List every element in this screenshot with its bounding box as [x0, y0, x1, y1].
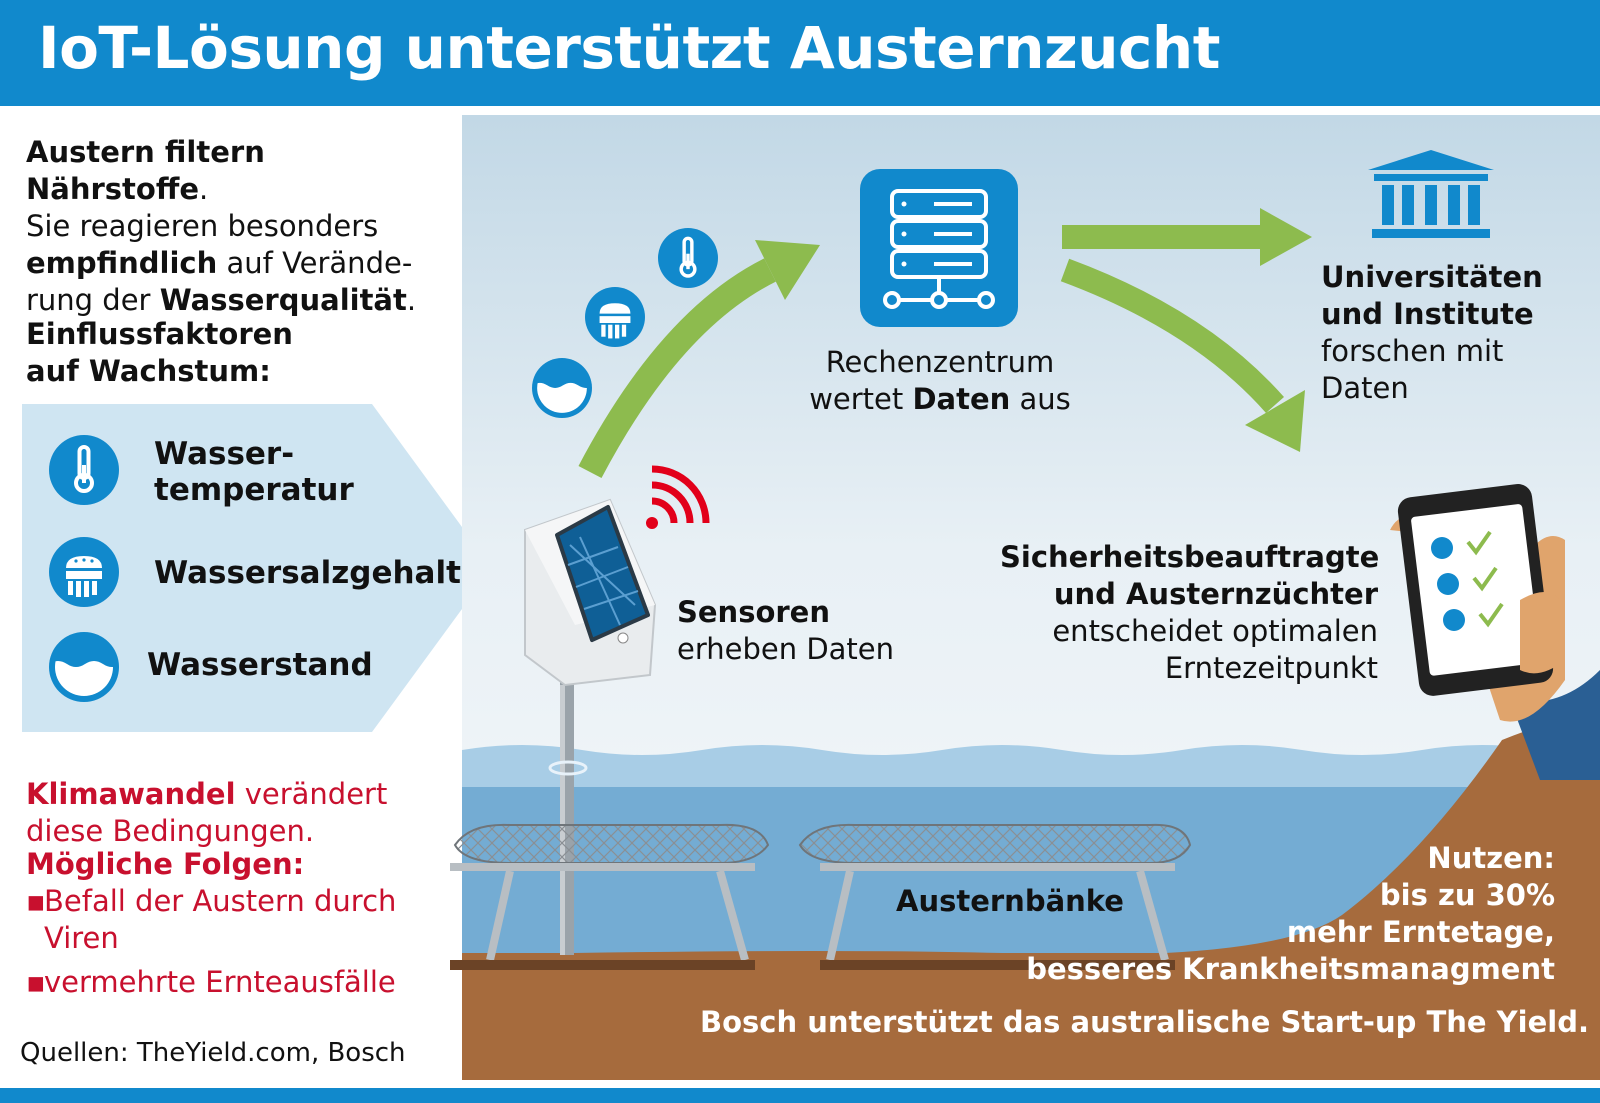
benefit-text: [1020, 840, 1555, 988]
factor-level-label: Wasserstand: [147, 647, 373, 683]
factor-temperature-label: [154, 436, 354, 508]
intro-line-2: Sie reagieren besonders: [26, 209, 379, 243]
benefit-line-3: mehr Erntetage,: [1286, 915, 1555, 949]
consequence-item: [26, 883, 446, 957]
safety-caption: [1000, 539, 1378, 687]
datacenter-line-2c: aus: [1010, 382, 1071, 416]
footer-note: Bosch unterstützt das australische Start-up The Yield.: [700, 1005, 1589, 1039]
intro-line-4-bold: Wasserqualität: [159, 283, 407, 317]
datacenter-line-1: Rechenzentrum: [825, 345, 1055, 379]
factor-temperature-line-1: Wasser-: [154, 436, 295, 472]
sensors-line-2: erheben Daten: [677, 632, 895, 666]
climate-rest: verändert: [235, 777, 388, 811]
bullet-icon: ▪: [26, 884, 46, 918]
sources: Quellen: TheYield.com, Bosch: [20, 1038, 406, 1068]
oyster-banks-label: Austernbänke: [896, 884, 1124, 918]
factors-heading: [26, 316, 293, 390]
datacenter-caption: [790, 344, 1090, 418]
intro-line-4-start: rung der: [26, 283, 160, 317]
thermometer-icon: [49, 435, 119, 505]
datacenter-line-2a: wertet: [809, 382, 913, 416]
intro-line-1-end: .: [199, 172, 209, 206]
universities-line-1: Universitäten: [1321, 260, 1543, 294]
climate-line-2: diese Bedingungen.: [26, 814, 315, 848]
sensors-caption: [677, 594, 894, 668]
consequence-1: Befall der Austern durch Viren: [44, 884, 397, 955]
factor-temperature-line-2: temperatur: [154, 472, 354, 508]
consequence-2: vermehrte Ernteausfälle: [44, 965, 396, 999]
salt-icon: [585, 287, 645, 347]
safety-line-3: entscheidet optimalen: [1052, 614, 1378, 648]
factor-salt-label: Wassersalzgehalt: [154, 555, 461, 591]
salt-icon: [49, 537, 119, 607]
institution-icon: [1368, 150, 1494, 240]
climate-text: [26, 776, 446, 850]
safety-line-1: Sicherheitsbeauftragte: [1000, 540, 1380, 574]
consequences-heading: Mögliche Folgen:: [26, 847, 305, 881]
intro-text: [26, 134, 456, 319]
water-level-icon: [49, 632, 119, 702]
safety-line-4: Erntezeitpunkt: [1164, 651, 1378, 685]
benefit-line-1: Nutzen:: [1427, 841, 1555, 875]
sensors-line-1: Sensoren: [677, 595, 831, 629]
header-bar: [0, 0, 1600, 106]
page-title: IoT-Lösung unterstützt Austernzucht: [38, 14, 1220, 82]
intro-line-3-bold: empfindlich: [26, 246, 218, 280]
consequence-item: [26, 964, 446, 1001]
thermometer-icon: [658, 228, 718, 288]
bottom-bar: [0, 1088, 1600, 1103]
universities-caption: [1321, 259, 1591, 407]
benefit-line-2: bis zu 30%: [1379, 878, 1555, 912]
bullet-icon: ▪: [26, 965, 46, 999]
benefit-line-4: besseres Krankheitsmanagment: [1026, 952, 1555, 986]
factors-heading-line-1: Einflussfaktoren: [26, 317, 293, 351]
intro-line-1-bold: Austern filtern Nährstoffe: [26, 135, 265, 206]
universities-line-3: forschen mit: [1321, 334, 1504, 368]
smartphone-icon: [1390, 480, 1600, 780]
factors-heading-line-2: auf Wachstum:: [26, 354, 271, 388]
climate-bold: Klimawandel: [26, 777, 236, 811]
safety-line-2: und Austernzüchter: [1053, 577, 1378, 611]
server-icon: [860, 169, 1018, 327]
intro-line-3-end: auf Verände-: [217, 246, 413, 280]
pole-ripple: [548, 760, 588, 776]
water-level-icon: [532, 358, 592, 418]
intro-line-4-end: .: [406, 283, 417, 317]
universities-line-2: und Institute: [1321, 297, 1534, 331]
datacenter-line-2b: Daten: [912, 382, 1011, 416]
universities-line-4: Daten: [1321, 371, 1409, 405]
